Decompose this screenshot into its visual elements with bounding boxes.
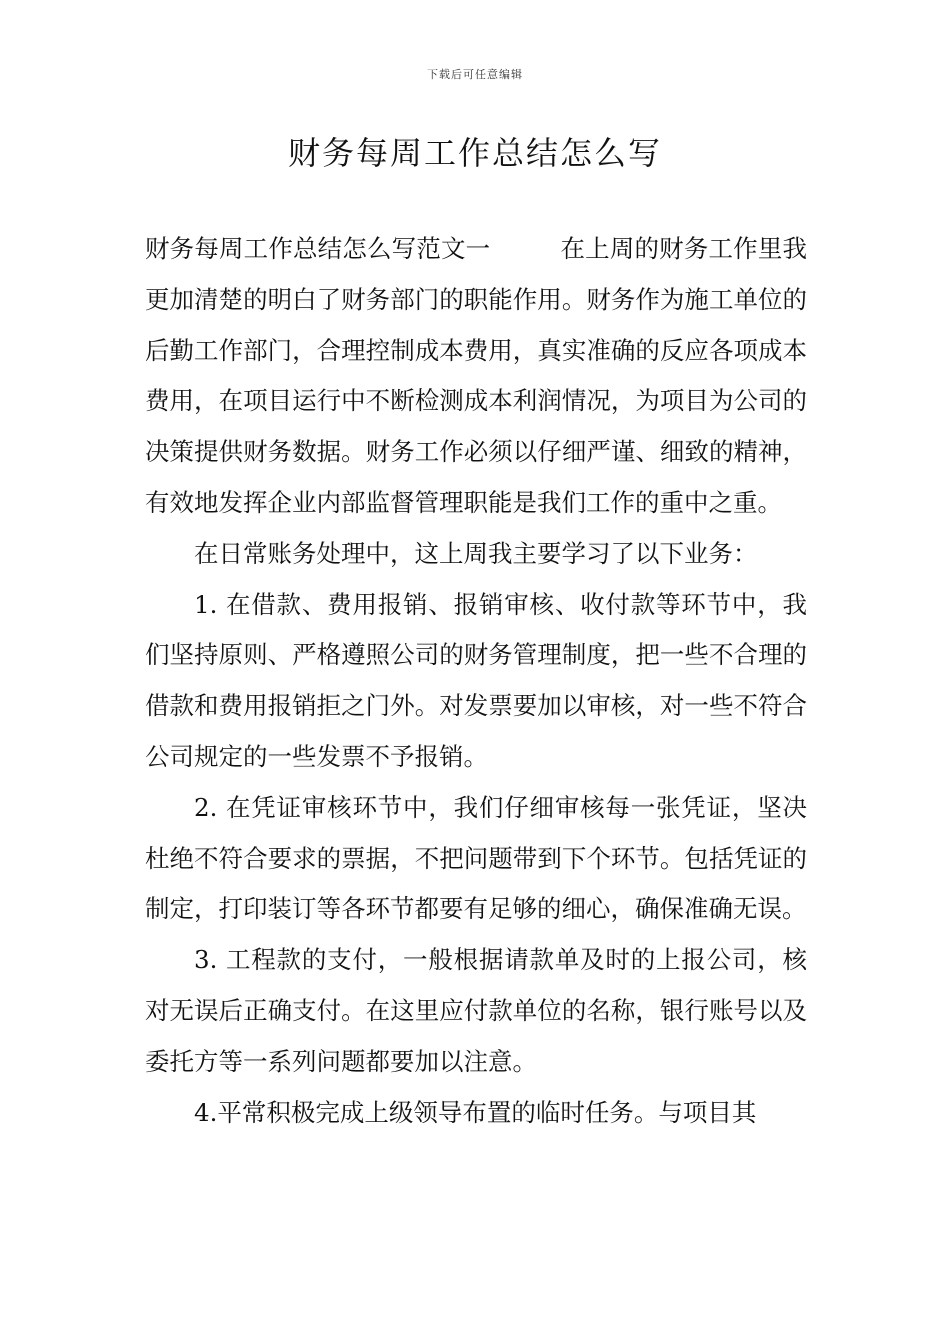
paragraph-item-2: 2. 在凭证审核环节中，我们仔细审核每一张凭证，坚决杜绝不符合要求的票据，不把问题带到下个环节。包括凭证的制定，打印装订等各环节都要有足够的细心，确保准确无误。 bbox=[145, 792, 807, 924]
paragraph-intro-text: 在上周的财务工作里我更加清楚的明白了财务部门的职能作用。财务作为施工单位的后勤工作部门，合理控制成本费用，真实准确的反应各项成本费用，在项目运行中不断检测成本利润情况，为项目为公司的决策提供财务数据。财务工作必须以仔细严谨、细致的精神，有效地发挥企业内部监督管理职能是我们工作的重中之重。 bbox=[145, 234, 808, 517]
header-note: 下载后可任意编辑 bbox=[427, 68, 523, 81]
paragraph-item-3: 3. 工程款的支付，一般根据请款单及时的上报公司，核对无误后正确支付。在这里应付款单位的名称，银行账号以及委托方等一系列问题都要加以注意。 bbox=[145, 945, 807, 1076]
document-body bbox=[145, 224, 807, 1138]
paragraph-item-4: 4.平常积极完成上级领导布置的临时任务。与项目其 bbox=[194, 1097, 757, 1127]
paragraph-intro bbox=[145, 224, 807, 529]
paragraph-daily-work: 在日常账务处理中，这上周我主要学习了以下业务： bbox=[194, 538, 758, 568]
paragraph-intro-lead: 财务每周工作总结怎么写范文一 bbox=[145, 234, 491, 263]
paragraph-item-1: 1. 在借款、费用报销、报销审核、收付款等环节中，我们坚持原则、严格遵照公司的财务管理制度，把一些不合理的借款和费用报销拒之门外。对发票要加以审核，对一些不符合公司规定的一些发票不予报销。 bbox=[145, 589, 807, 771]
document-title: 财务每周工作总结怎么写 bbox=[287, 134, 662, 172]
